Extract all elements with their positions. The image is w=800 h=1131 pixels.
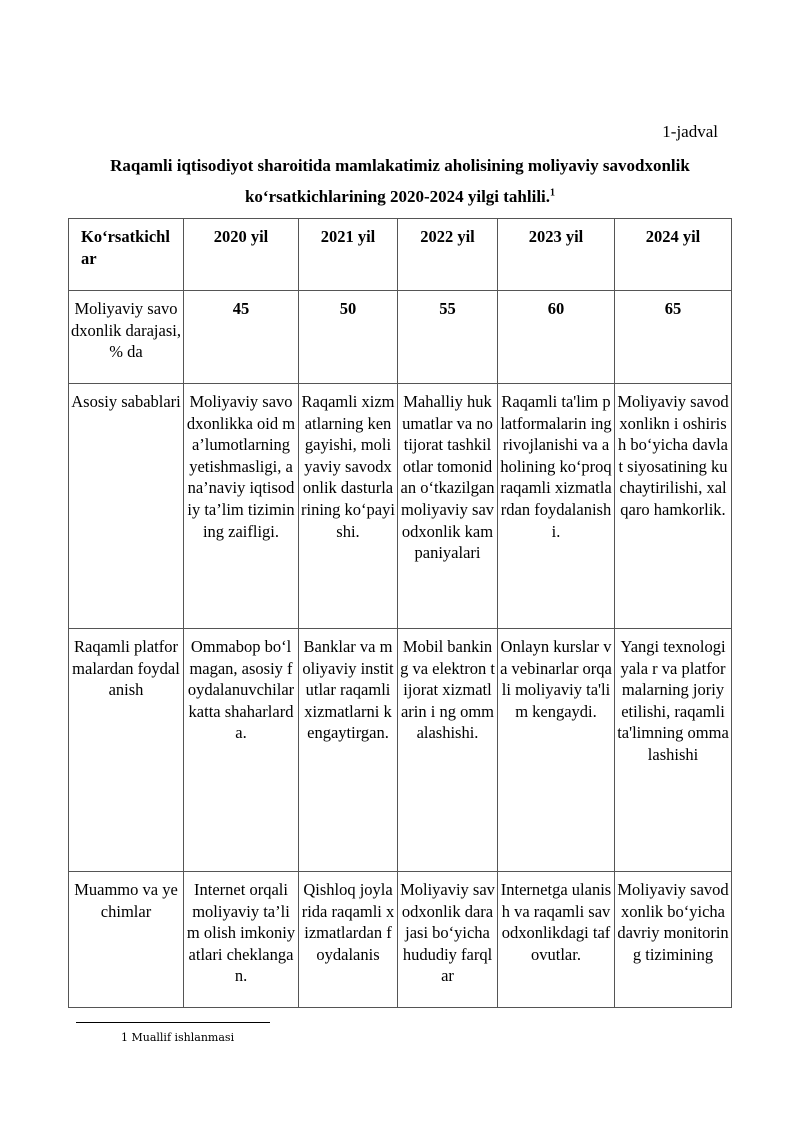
cell-text: Onlayn kurslar va vebinarlar orqali moliyaviy ta'lim kengaydi. — [498, 629, 615, 872]
row-label-main-reasons: Asosiy sabablari — [69, 384, 184, 629]
table-row — [69, 291, 732, 384]
header-2023: 2023 yil — [498, 219, 615, 291]
row-label-digital-platforms: Raqamli platformalardan foydalanish — [69, 629, 184, 872]
header-indicators: Ko‘rsatkichl ar — [69, 219, 184, 291]
cell-text: Moliyaviy savodxonlik bo‘yicha davriy monitoring tizimining — [615, 872, 732, 1008]
cell-value: 45 — [184, 291, 299, 384]
indicators-table — [68, 218, 732, 1008]
row-label-literacy-level: Moliyaviy savodxonlik darajasi, % da — [69, 291, 184, 384]
cell-value: 50 — [299, 291, 398, 384]
cell-text: Moliyaviy savodxonlikn i oshirish bo‘yicha davlat siyosatining kuchaytirilishi, xalqaro hamkorlik. — [615, 384, 732, 629]
cell-text: Qishloq joylarida raqamli xizmatlardan foydalanis — [299, 872, 398, 1008]
footnote-mark: 1 — [550, 187, 556, 199]
title-line-2: ko‘rsatkichlarining 2020-2024 yilgi tahlili.$^1$ — [244, 187, 556, 206]
cell-text: Ommabop bo‘lmagan, asosiy foydalanuvchilar katta shaharlarda. — [184, 629, 299, 872]
table-number-label: 1-jadval — [662, 122, 718, 141]
cell-value: 55 — [398, 291, 498, 384]
table-header-row — [69, 219, 732, 291]
cell-value: 65 — [615, 291, 732, 384]
table-row — [69, 384, 732, 629]
cell-text: Moliyaviy savodxonlik darajasi bo‘yicha hududiy farqlar — [398, 872, 498, 1008]
header-2022: 2022 yil — [398, 219, 498, 291]
cell-value: 60 — [498, 291, 615, 384]
cell-text: Banklar va moliyaviy institutlar raqamli xizmatlarni kengaytirgan. — [299, 629, 398, 872]
header-2021: 2021 yil — [299, 219, 398, 291]
header-2024: 2024 yil — [615, 219, 732, 291]
row-label-problems-solutions: Muammo va yechimlar — [69, 872, 184, 1008]
cell-text: Yangi texnologiyala r va platformalarning joriy etilishi, raqamli ta'limning ommalashishi — [615, 629, 732, 872]
cell-text: Mobil banking va elektron tijorat xizmatlarin i ng ommalashishi. — [398, 629, 498, 872]
cell-text: Raqamli xizmatlarning kengayishi, moliyaviy savodxonlik dasturlarining ko‘payishi. — [299, 384, 398, 629]
table-row — [69, 629, 732, 872]
cell-text: Raqamli ta'lim platformalarin ing rivojlanishi va aholining ko‘proq raqamli xizmatlardan foydalanishi. — [498, 384, 615, 629]
cell-text: Moliyaviy savodxonlikka oid ma’lumotlarning yetishmasligi, ana’naviy iqtisodiy ta’lim tizimining zaifligi. — [184, 384, 299, 629]
cell-text: Internetga ulanish va raqamli savodxonlikdagi tafovutlar. — [498, 872, 615, 1008]
cell-text: Mahalliy hukumatlar va notijorat tashkilotlar tomonidan o‘tkazilgan moliyaviy savodxonlik kampaniyalari — [398, 384, 498, 629]
title-line-1: Raqamli iqtisodiyot sharoitida mamlakatimiz aholisining moliyaviy savodxonlik — [110, 156, 690, 175]
table-title — [68, 150, 732, 212]
header-2020: 2020 yil — [184, 219, 299, 291]
footnote-divider — [76, 1022, 270, 1023]
cell-text: Internet orqali moliyaviy ta’lim olish imkoniyatlari cheklangan. — [184, 872, 299, 1008]
table-row — [69, 872, 732, 1008]
footnote-text: 1 Muallif ishlanmasi — [121, 1031, 235, 1044]
